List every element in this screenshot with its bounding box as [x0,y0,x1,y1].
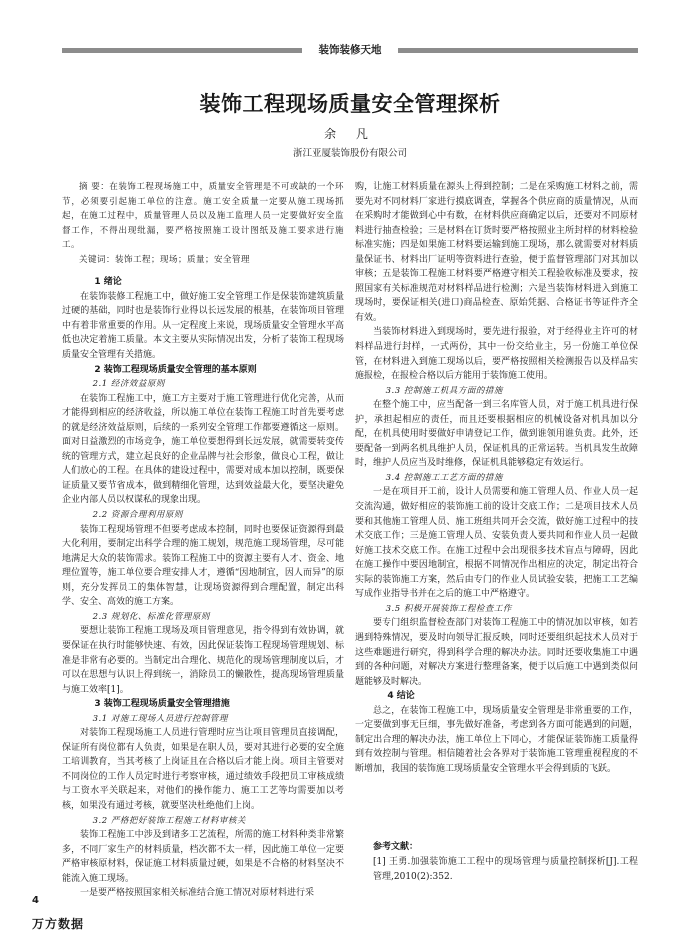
page-number: 4 [32,895,39,906]
body-paragraph: 装饰工程施工中涉及到诸多工艺流程，所需的施工材料种类非常繁多，不同厂家生产的材料质量，档次都不太一样，因此施工单位一定要严格审核原材料，保证施工材料质量过硬，如果是不合格的材料坚决不能流入施工现场。 [62,830,344,884]
body-paragraph: 在装饰装修工程施工中，做好施工安全管理工作是保装饰建筑质量过硬的基础，同时也是装饰行业得以长远发展的根基，在装饰项目管理中有着非常重要的作用。从一定程度上来说，现场质量安全管理水平高低也决定着施工质量。本文主要从实际情况出发，分析了装饰工程现场质量安全管理有关措施。 [62,291,344,361]
header-rule-left [62,48,302,53]
body-paragraph: 总之，在装饰工程施工中，现场质量安全管理是非常重要的工作，一定要做到事无巨细，事先做好准备，考虑到各方面可能遇到的问题，制定出合理的解决办法，施工单位上下同心，才能保证装饰施工质量得到有效控制与管理。相信随着社会各界对于装饰施工管理重视程度的不断增加，我国的装饰施工现场质量安全管理水平会得到质的飞跃。 [355,705,638,774]
body-paragraph: 一是在项目开工前，设计人员需要和施工管理人员、作业人员一起交流沟通，做好相应的装饰施工前的设计交底工作；二是项目技术人员要和其他施工管理人员、施工班组共同开会交流，做好施工过程中的技术交底工作；三是施工管理人员、安装负责人要共同和作业人员一起做好施工技术交底工作。在施工过程中会出现很多技术盲点与障碍，因此在施工操作中要因地制宜，根据不同情况作出相应的决定，制定出符合实际的装饰施工方案，然后由专门的作业人员试验安装，把施工工艺编写成作业指导书并在之后的施工中严格遵守。 [355,487,638,600]
left-text-column [62,180,344,901]
body-paragraph: 要专门组织监督检查部门对装饰工程施工中的情况加以审核，如若遇到特殊情况，要及时向领导汇报反映，同时还要组织起技术人员对于这些难题进行研究，得到科学合理的解决办法。同时还要收集施工中遇到的各种问题，对解决方案进行整理备案，便于以后施工中遇到类似问题能够及时解决。 [355,618,638,687]
subsection-heading: 2.1 经济效益原则 [92,379,165,390]
section-heading: 1 绪论 [94,277,122,288]
references-heading: 参考文献： [373,842,419,852]
right-text-column [355,180,638,776]
author-affiliation: 浙江亚厦装饰股份有限公司 [292,148,407,159]
journal-header-band [62,43,638,57]
body-paragraph: 当装饰材料进入到现场时，要先进行报验，对于经得业主许可的材料样品进行封样，一式两份，其中一份交给业主，另一份施工单位保管，在材料进入到施工现场以后，要严格按照相关检测报告以及样品实施报检，在报检合格以后方能用于装饰施工使用。 [355,327,638,382]
subsection-heading: 3.5 积极开展装饰工程检查工作 [385,603,512,614]
subsection-heading: 3.4 控制施工工艺方面的措施 [385,472,503,483]
subsection-heading: 3.2 严格把好装饰工程施工材料审核关 [92,815,246,826]
body-paragraph: 对装饰工程现场施工人员进行管理时应当让项目管理员直接调配，保证所有岗位都有人负责，如果是在职人员，要对其进行必要的安全施工培训教育，当其考核了上岗证且在合格以后才能上岗。项目主管要对不同岗位的工作人员定时进行考察审核，通过绩效手段把员工审核成绩与工资水平关联起来，对他们的操作能力、施工工艺等均需要加以考核，如果没有通过考核，就要坚决杜绝他们上岗。 [62,728,344,811]
body-paragraph: 在装饰工程施工中，施工方主要对于施工管理进行优化完善，从而才能得到相应的经济收益，所以施工单位在装饰工程施工时首先要考虑的就是经济效益原则，后续的一系列安全管理工作都要遵循这一原则。面对日益激烈的市场竞争，施工单位要想得到长远发展，就需要转变传统的管理方式，建立起良好的企业品牌与社会形象，做良心工程，做让人们放心的工程。在具体的建设过程中，需要对成本加以控制，既要保证质量又要节省成本，做到精细化管理，达到效益最大化，要坚决避免企业内部人员以权谋私的现象出现。 [62,393,344,506]
abstract-paragraph: 摘 要：在装饰工程现场施工中，质量安全管理是不可或缺的一个环节，必须要引起施工单位的注意。施工安全质量一定要从施工现场抓起，在施工过程中，质量管理人员以及施工监理人员一定要做好安全监督工作，不得出现纰漏，要严格按照施工设计图纸及施工要求进行施工。 [62,182,344,251]
body-paragraph: 购，让施工材料质量在源头上得到控制；二是在采购施工材料之前，需要先对不同材料厂家进行摸底调查，掌握各个供应商的质量情况，从而在采购时才能做到心中有数，在材料供应商确定以后，还要对不同原材料进行抽查检验；三是材料在订货时要严格按照业主所封样的材料检验标准实施；四是如果施工材料要运输到施工现场，那么就需要对材料质量保证书、材料出厂证明等资料进行查验，便于监督管理部门对其加以审核；五是装饰工程施工材料要严格遵守相关工程验收标准及要求，按照国家有关标准规范对材料样品进行检测；六是当装饰材料进入到施工现场时，要保证相关(进口)商品检查、原始凭据、合格证书等证件齐全有效。 [355,182,638,323]
subsection-heading: 3.3 控制施工机具方面的措施 [385,385,503,396]
column-name: 装饰装修天地 [318,44,382,56]
body-paragraph: 在整个施工中，应当配备一到三名库管人员，对于施工机具进行保护，承担起相应的责任，而且还要根据相应的机械设备对机具加以分配，在机具使用时要做好申请登记工作，做到谁领用谁负责。此外，还要配备一到两名机具维护人员，保证机具的正常运转。当机具发生故障时，维护人员应当及时维修，保证机具能够稳定有效运行。 [355,400,638,469]
header-rule-right [398,48,638,53]
body-paragraph: 一是要严格按照国家相关标准结合施工情况对原材料进行采 [80,888,315,899]
subsection-heading: 2.3 规划化、标准化管理原则 [92,611,210,622]
body-paragraph: 要想让装饰工程施工现场及项目管理意见，指令得到有效协调，就要保证在执行时能够快速、有效，因此保证装饰工程现场管理规划、标准是非常有必要的。当制定出合理化、规范化的现场管理制度以后，才可以在思想与认识上得到统一，消除员工的懒散性，提高现场管理质量与施工效率[1]。 [62,626,344,695]
abstract-paragraph: 关键词：装饰工程；现场；质量；安全管理 [79,254,251,265]
author-name: 余 凡 [324,127,376,141]
publisher-watermark: 万方数据 [32,917,85,931]
spacer [62,267,344,275]
section-heading: 4 结论 [387,691,415,702]
subsection-heading: 3.1 对施工现场人员进行控制管理 [92,713,228,724]
article-title: 装饰工程现场质量安全管理探析 [199,92,501,116]
reference-item: [1] 王勇.加强装饰施工工程中的现场管理与质量控制探析[J].工程管理,2010(2):352. [373,857,638,882]
references-section [355,840,638,885]
section-heading: 2 装饰工程现场质量安全管理的基本原则 [94,364,257,375]
body-paragraph: 装饰工程现场管理不但要考虑成本控制，同时也要保证资源得到最大化利用，要制定出科学合理的施工规划，规范施工现场管理，尽可能地满足大众的装饰需求。装饰工程施工中的资源主要有人才、资金、地理位置等，施工单位要合理安排人才，遵循“因地制宜，因人而异”的原则，充分发挥员工的集体智慧，让现场资源得到合理配置，制定出科学、安全、高效的施工方案。 [62,524,344,608]
subsection-heading: 2.2 资源合理利用原则 [92,510,183,521]
section-heading: 3 装饰工程现场质量安全管理措施 [94,699,230,710]
